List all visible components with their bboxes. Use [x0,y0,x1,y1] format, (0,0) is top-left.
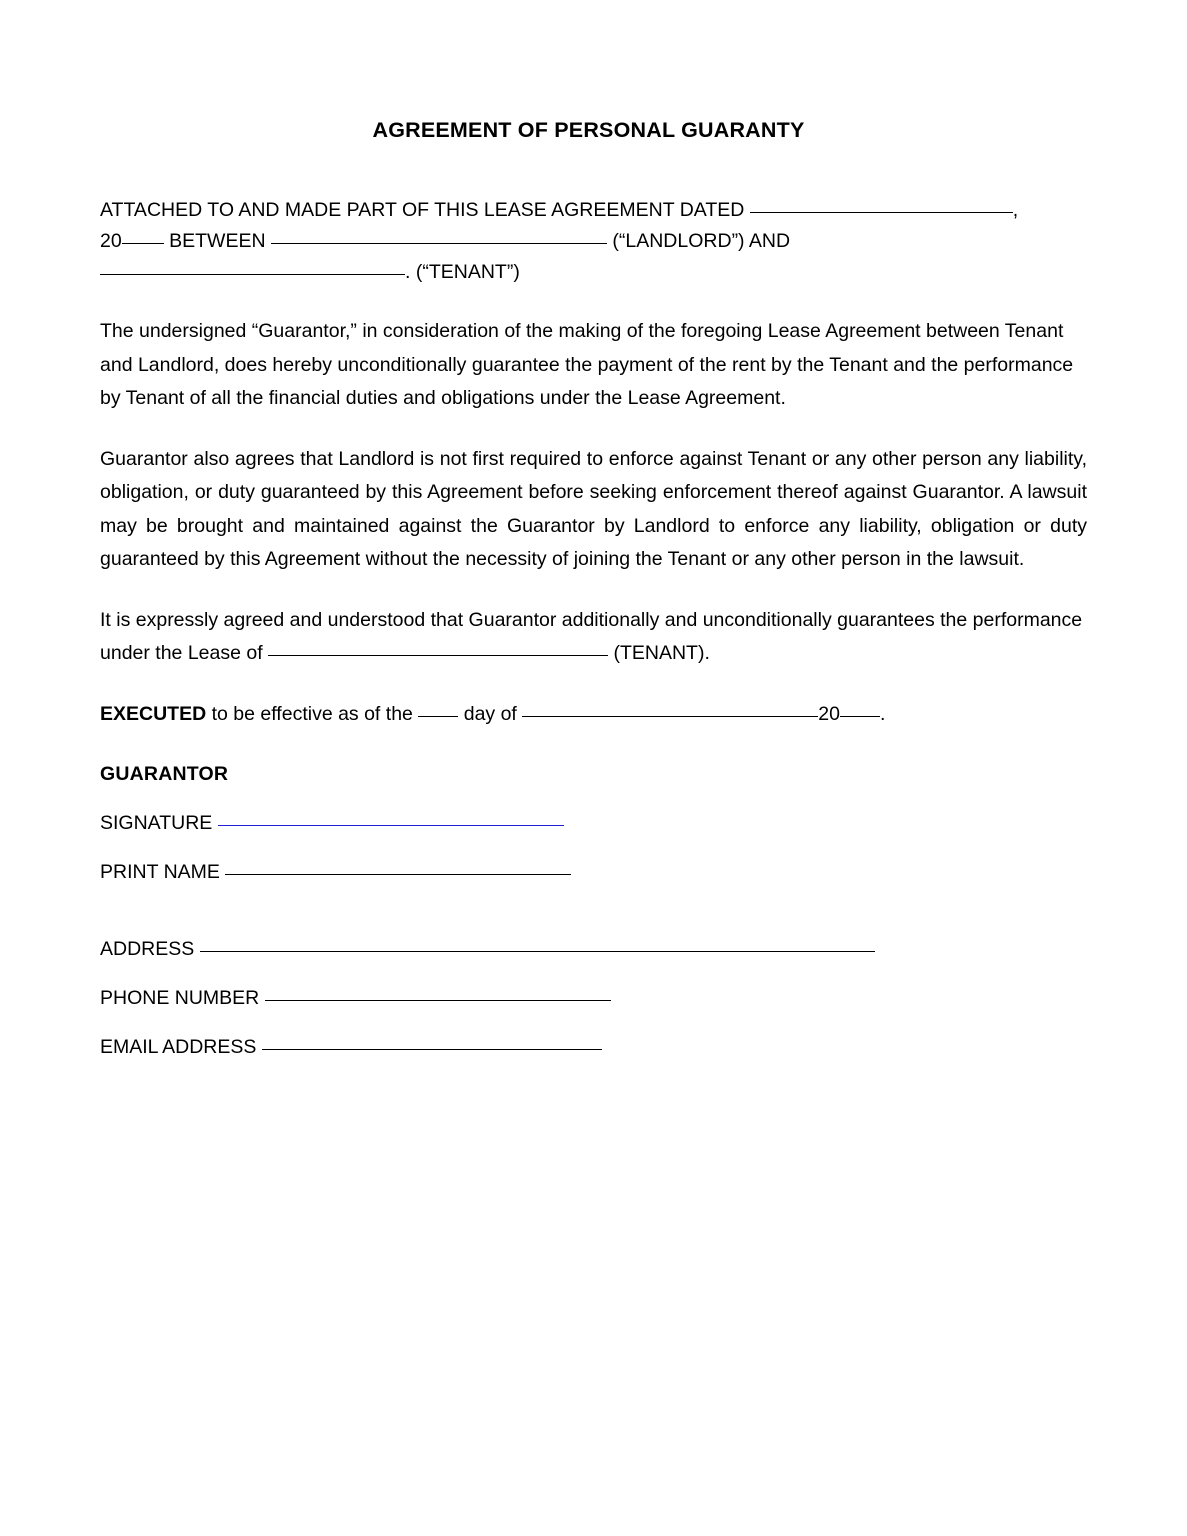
intro-line1-comma: , [1012,199,1019,221]
year-blank[interactable] [122,243,164,244]
tenant-blank[interactable] [100,274,405,275]
field-email-address-label: EMAIL ADDRESS [100,1036,257,1058]
executed-label: EXECUTED [100,702,207,725]
phone-number-input[interactable] [265,1000,611,1001]
field-phone-number [100,987,1087,1010]
executed-text-b: day of [458,702,523,725]
performance-tenant-blank[interactable] [268,655,608,656]
print-name-input[interactable] [225,874,571,875]
executed-day-blank[interactable] [418,716,458,717]
paragraph-performance [100,604,1087,671]
field-signature [100,812,1087,835]
signature-input[interactable] [218,825,564,826]
executed-line [100,698,1087,732]
intro-block [100,195,1087,288]
performance-text-a: It is expressly agreed and understood that Guarantor additionally and unconditionally guarantees the performance under the Lease of [100,608,1083,664]
field-email-address [100,1036,1087,1059]
field-print-name-label: PRINT NAME [100,861,220,883]
executed-year-blank[interactable] [840,716,880,717]
email-address-input[interactable] [262,1049,602,1050]
paragraph-enforcement: Guarantor also agrees that Landlord is not first required to enforce against Tenant or any other person any liability, obligation, or duty guaranteed by this Agreement before seeking enforcement thereof against Guarantor. A lawsuit may be brought and maintained against the Guarantor by Landlord to enforce any liability, obligation or duty guaranteed by this Agreement without the necessity of joining the Tenant or any other person in the lawsuit. [100,447,1087,570]
date-blank[interactable] [750,212,1013,213]
intro-landlord-text: (“LANDLORD”) AND [606,230,791,252]
field-phone-number-label: PHONE NUMBER [100,987,260,1009]
executed-text-c: 20 [818,702,840,725]
page-title: AGREEMENT OF PERSONAL GUARANTY [372,118,805,142]
intro-tenant-text: . (“TENANT”) [405,261,520,283]
intro-year-prefix: 20 [100,230,122,252]
paragraph-guaranty: The undersigned “Guarantor,” in consideration of the making of the foregoing Lease Agreement between Tenant and Landlord, does hereby unconditionally guarantee the payment of the rent by the Tenant and the performance by Tenant of all the financial duties and obligations under the Lease Agreement. [100,320,1074,409]
landlord-blank[interactable] [271,243,607,244]
address-input[interactable] [200,951,875,952]
intro-between-text: BETWEEN [163,230,271,252]
field-print-name [100,861,1087,884]
field-address [100,938,1087,961]
executed-month-blank[interactable] [522,716,818,717]
field-address-label: ADDRESS [100,938,195,960]
performance-text-b: (TENANT). [608,642,710,664]
field-signature-label: SIGNATURE [100,812,213,834]
guarantor-heading: GUARANTOR [100,763,229,785]
intro-line1-text: ATTACHED TO AND MADE PART OF THIS LEASE AGREEMENT DATED [100,199,750,221]
executed-text-d: . [879,702,886,725]
executed-text-a: to be effective as of the [206,702,419,725]
